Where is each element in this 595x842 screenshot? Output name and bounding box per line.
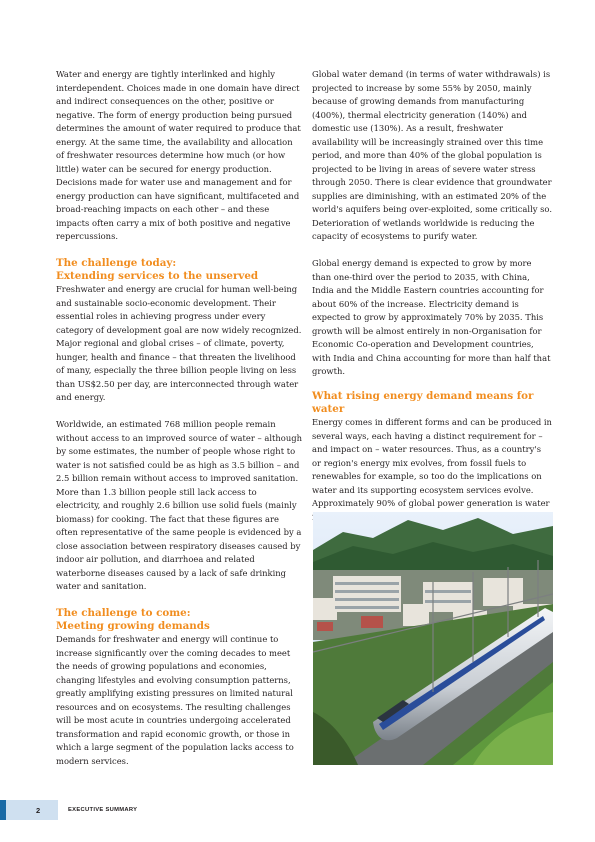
heading-challenge-today-line2: Extending services to the unserved — [56, 270, 259, 282]
heading-challenge-to-come-line1: The challenge to come: — [56, 607, 191, 619]
footer-page-block — [6, 800, 58, 820]
well-being-paragraph: Freshwater and energy are crucial for human well-being and sustainable socio-economic development. Their essential roles in achieving progress under every category of development goal are now widely recognized. Major regional and global crises – of climate, poverty, hunger, health and finance – that threaten the livelihood of many, especially the three billion people living on less than US$2.50 per day, are interconnected through water and energy. — [56, 284, 302, 402]
heading-rising-energy-demand: What rising energy demand means for water — [312, 390, 534, 415]
heading-challenge-today — [56, 257, 302, 283]
heading-challenge-to-come — [56, 607, 302, 633]
page-number: 2 — [36, 806, 41, 815]
section-label: EXECUTIVE SUMMARY — [68, 807, 138, 813]
intro-paragraph: Water and energy are tightly interlinked and highly interdependent. Choices made in one domain have direct and indirect consequences on the other, positive or negative. The form of energy production being pursued determines the amount of water required to produce that energy. At the same time, the availability and allocation of freshwater resources determine how much (or how little) water can be secured for energy production. Decisions made for water use and management and for energy production can have significant, multifaceted and broad-reaching impacts on each other – and these impacts often carry a mix of both positive and negative repercussions. — [56, 69, 301, 241]
right-column — [312, 68, 552, 538]
heading-challenge-to-come-line2: Meeting growing demands — [56, 620, 210, 632]
heading-challenge-today-line1: The challenge today: — [56, 257, 177, 269]
energy-demand-paragraph: Global energy demand is expected to grow by more than one-third over the period to 2035, with China, India and the Middle Eastern countries accounting for about 60% of the increase. Electricity demand is expected to grow by approximately 70% by 2035. This growth will be almost entirely in non-Organisation for Economic Co-operation and Development countries, with India and China accounting for more than half that growth. — [312, 258, 551, 376]
bullet-train-photo — [313, 512, 553, 765]
demands-paragraph: Demands for freshwater and energy will continue to increase significantly over the coming decades to meet the needs of growing populations and economies, changing lifestyles and evolving consumption patterns, greatly amplifying existing pressures on limited natural resources and on ecosystems. The resulting challenges will be most acute in countries undergoing accelerated transformation and rapid economic growth, or those in which a large segment of the population lacks access to modern services. — [56, 634, 294, 766]
water-demand-paragraph: Global water demand (in terms of water withdrawals) is projected to increase by some 55% by 2050, mainly because of growing demands from manufacturing (400%), thermal electricity generation (140%) and domestic use (130%). As a result, freshwater availability will be increasingly strained over this time period, and more than 40% of the global population is projected to be living in areas of severe water stress through 2050. There is clear evidence that groundwater supplies are diminishing, with an estimated 20% of the world's aquifers being over-exploited, some critically so. Deterioration of wetlands worldwide is reducing the capacity of ecosystems to purify water. — [312, 69, 552, 241]
energy-forms-paragraph: Energy comes in different forms and can be produced in several ways, each having a distinct requirement for – and impact on – water resources. Thus, as a country's or region's energy mix evolves, from fossil fuels to renewables for example, so too do the implications on water and its supporting ecosystem services evolve. Approximately 90% of global power generation is water — [312, 417, 552, 508]
access-paragraph: Worldwide, an estimated 768 million people remain without access to an improved source of water – although by some estimates, the number of people whose right to water is not satisfied could be as high as 3.5 billion – and 2.5 billion remain without access to improved sanitation. More than 1.3 billion people still lack access to electricity, and roughly 2.6 billion use solid fuels (mainly biomass) for cooking. The fact that these figures are often representative of the same people is evidenced by a close association between respiratory diseases caused by indoor air pollution, and diarrhoea and related waterborne diseases caused by a lack of safe drinking water and sanitation. — [56, 419, 302, 591]
left-column — [56, 68, 302, 782]
